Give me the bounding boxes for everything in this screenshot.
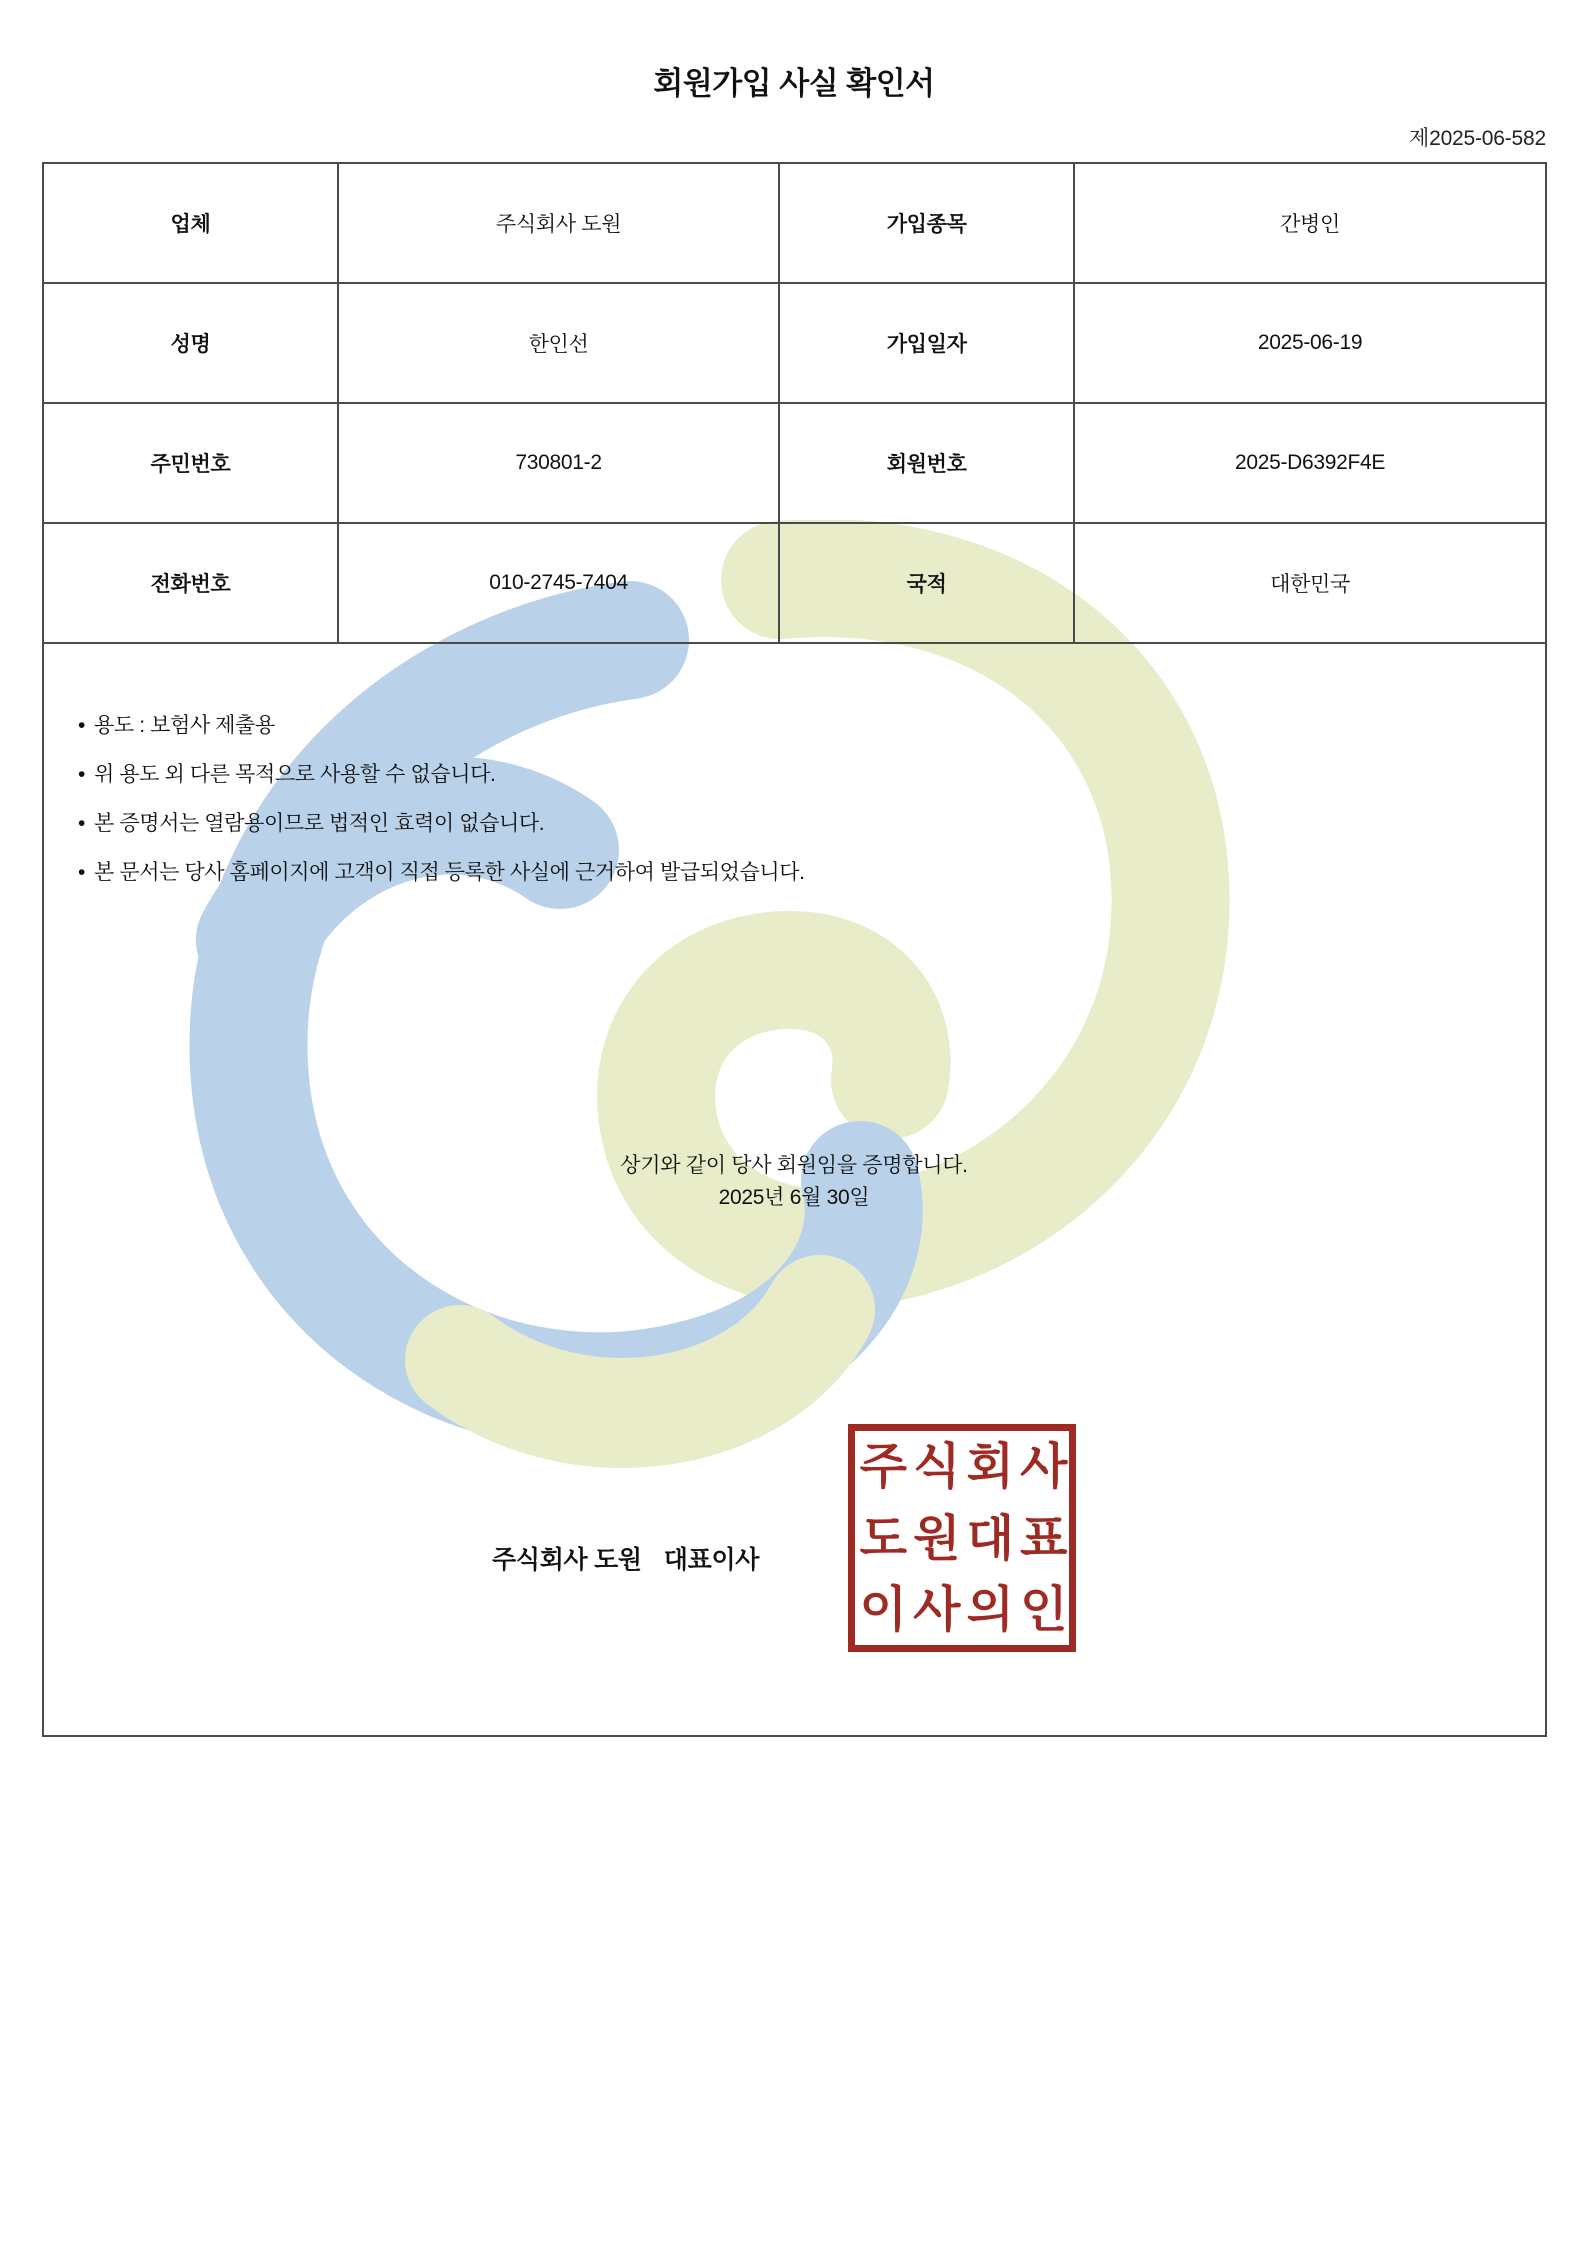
field-label-join-date: 가입일자 [779, 283, 1074, 403]
field-value-join-type: 간병인 [1074, 163, 1546, 283]
bullet-icon: • [78, 714, 85, 737]
seal-char: 주 [859, 1438, 904, 1496]
seal-char: 식 [913, 1438, 958, 1496]
field-value-phone: 010-2745-7404 [338, 523, 779, 643]
field-value-resident-number: 730801-2 [338, 403, 779, 523]
seal-char: 원 [913, 1509, 958, 1567]
certification-statement [0, 1150, 1588, 1213]
field-value-join-date: 2025-06-19 [1074, 283, 1546, 403]
signature-company: 주식회사 도원 [492, 1546, 642, 1574]
list-item [78, 764, 805, 785]
statement-line-1: 상기와 같이 당사 회원임을 증명합니다. [620, 1154, 968, 1177]
seal-char: 회 [966, 1438, 1011, 1496]
field-label-nationality: 국적 [779, 523, 1074, 643]
document-number: 제2025-06-582 [1409, 127, 1546, 150]
field-label-name: 성명 [43, 283, 338, 403]
note-text: 본 문서는 당사 홈페이지에 고객이 직접 등록한 사실에 근거하여 발급되었습니다. [94, 861, 805, 884]
table-row [43, 523, 1546, 643]
seal-char: 이 [859, 1580, 904, 1638]
seal-char: 의 [966, 1580, 1011, 1638]
note-text: 본 증명서는 열람용이므로 법적인 효력이 없습니다. [94, 812, 545, 835]
field-label-company: 업체 [43, 163, 338, 283]
seal-char: 표 [1020, 1509, 1065, 1567]
bullet-icon: • [78, 812, 85, 835]
notes-list [78, 715, 805, 911]
seal-char: 인 [1020, 1580, 1065, 1638]
table-row [43, 163, 1546, 283]
seal-char: 사 [913, 1580, 958, 1638]
signature-block [492, 1540, 759, 1576]
field-value-name: 한인선 [338, 283, 779, 403]
seal-char: 대 [966, 1509, 1011, 1567]
seal-char: 도 [859, 1509, 904, 1567]
field-value-member-number: 2025-D6392F4E [1074, 403, 1546, 523]
field-label-phone: 전화번호 [43, 523, 338, 643]
list-item [78, 715, 805, 736]
page-title: 회원가입 사실 확인서 [653, 66, 935, 101]
statement-line-2: 2025년 6월 30일 [718, 1185, 870, 1209]
field-value-company: 주식회사 도원 [338, 163, 779, 283]
table-row [43, 283, 1546, 403]
company-seal [848, 1424, 1076, 1652]
bullet-icon: • [78, 861, 85, 884]
member-info-table [42, 162, 1547, 644]
field-label-resident-number: 주민번호 [43, 403, 338, 523]
field-value-nationality: 대한민국 [1074, 523, 1546, 643]
note-text: 위 용도 외 다른 목적으로 사용할 수 없습니다. [94, 763, 496, 786]
signature-title: 대표이사 [663, 1546, 760, 1574]
list-item [78, 813, 805, 834]
note-text: 용도 : 보험사 제출용 [94, 714, 275, 737]
field-label-join-type: 가입종목 [779, 163, 1074, 283]
list-item [78, 862, 805, 883]
bullet-icon: • [78, 763, 85, 786]
table-row [43, 403, 1546, 523]
seal-char: 사 [1020, 1438, 1065, 1496]
field-label-member-number: 회원번호 [779, 403, 1074, 523]
